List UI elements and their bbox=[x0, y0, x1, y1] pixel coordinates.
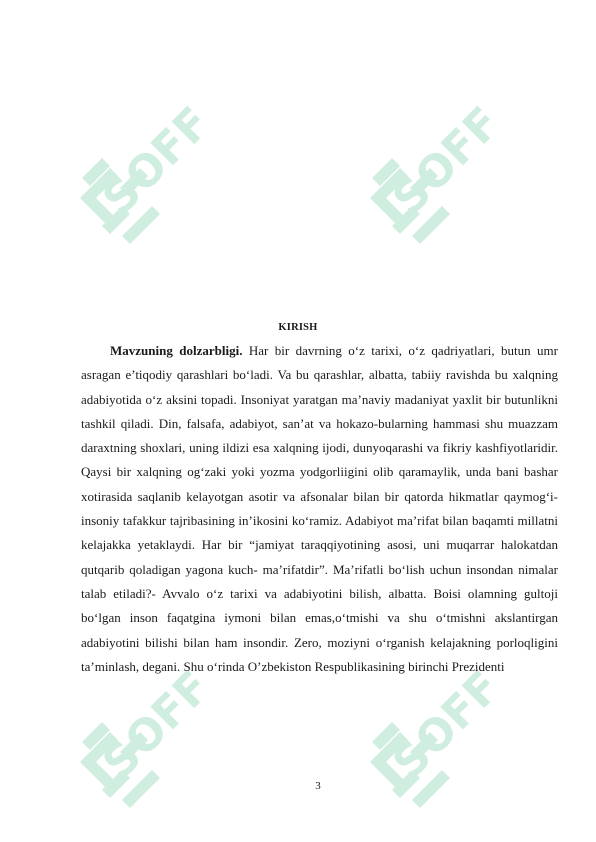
soff-watermark-text: SOFF bbox=[93, 97, 221, 225]
section-heading: KIRISH bbox=[278, 322, 318, 333]
paragraph-text: Har bir davrning o‘z tarixi, o‘z qadriyatlari, butun umr asragan e’tiqodiy qarashlari bo‘ladi. Va bu qarashlar, albatta, tabiiy ravishda bu xalqning adabiyotida o‘z aksini topadi. Insoniyat yaratgan ma’naviy madaniyat yaxlit bir butunlikni tashkil qiladi. Din, falsafa, adabiyot, san’at va hokazo-bularning hammasi shu muazzam daraxtning shoxlari, uning ildizi esa xalqning ijodi, dunyoqarashi va fikriy kashfiyotlaridir. Qaysi bir xalqning og‘zaki yoki yozma yodgorliigini olib qaramaylik, unda bani bashar xotirasida saqlanib kelayotgan asotir va afsonalar bilan bir qatorda hikmatlar qaymog‘i- insoniy tafakkur tajribasining in’ikosini ko‘ramiz. Adabiyot ma’rifat bilan baqamti millatni kelajakka yetaklaydi. Har bir “jamiyat taraqqiyotining asosi, uni muqarrar halokatdan qutqarib qoladigan yagona kuch- ma’rifatdir”. Ma’rifatli bo‘lish uchun insondan nimalar talab etiladi?- Avvalo o‘z tarixi va adabiyotini bilish, albatta. Boisi olamning gultoji bo‘lgan inson faqatgina iymoni bilan emas,o‘tmishi va shu o‘tmishni akslantirgan adabiyotini bilishi bilan ham insondir. Zero, moziyni o‘rganish kelajakning porloqligini ta’minlash, degani. Shu o‘rinda O’zbekiston Respublikasining birinchi Prezidenti bbox=[81, 343, 558, 674]
soff-watermark-text: SOFF bbox=[93, 661, 221, 789]
soff-watermark-text: SOFF bbox=[383, 661, 511, 789]
soff-watermark-text: SOFF bbox=[383, 97, 511, 225]
lead-label: Mavzuning dolzarbligi. bbox=[110, 343, 243, 358]
body-text bbox=[81, 339, 558, 679]
soff-watermark-logo bbox=[352, 48, 562, 258]
page-number: 3 bbox=[315, 780, 321, 792]
soff-watermark-logo bbox=[62, 48, 272, 258]
body-paragraph bbox=[81, 339, 558, 679]
